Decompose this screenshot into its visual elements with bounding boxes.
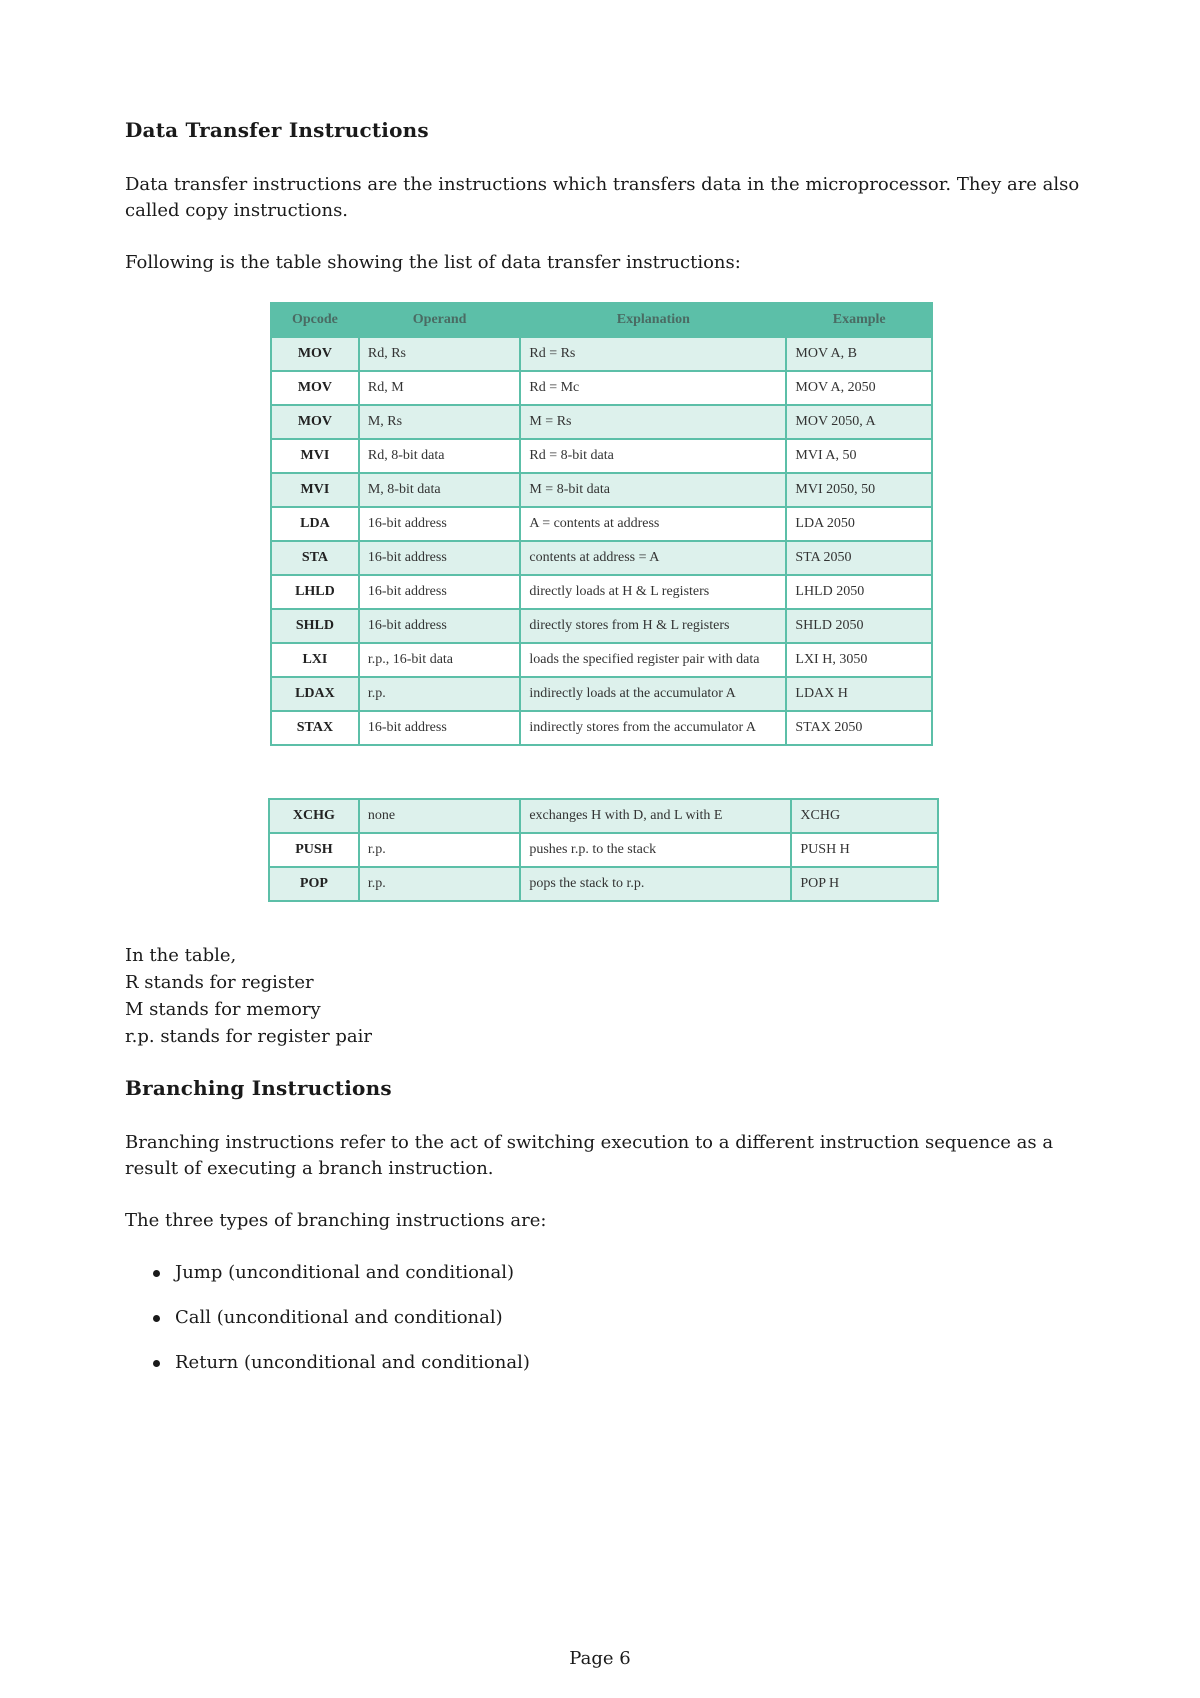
table-row: [271, 439, 932, 473]
cell-example: PUSH H: [791, 833, 938, 867]
cell-example: XCHG: [791, 799, 938, 833]
bullet-icon: [153, 1360, 160, 1367]
legend-item-register-pair: r.p. stands for register pair: [125, 1026, 373, 1047]
cell-operand: M, 8-bit data: [359, 473, 521, 507]
cell-operand: r.p.: [359, 833, 520, 867]
cell-opcode: MOV: [271, 371, 359, 405]
cell-opcode: MOV: [271, 405, 359, 439]
cell-operand: M, Rs: [359, 405, 521, 439]
bullet-icon: [153, 1315, 160, 1322]
cell-explanation: Rd = 8-bit data: [520, 439, 786, 473]
section-title-branching: Branching Instructions: [125, 1076, 392, 1100]
cell-explanation: directly stores from H & L registers: [520, 609, 786, 643]
cell-opcode: LDAX: [271, 677, 359, 711]
table-row: [271, 405, 932, 439]
table-row: [271, 677, 932, 711]
table-row: [271, 507, 932, 541]
cell-operand: Rd, 8-bit data: [359, 439, 521, 473]
cell-explanation: Rd = Rs: [520, 337, 786, 371]
page-number: Page 6: [569, 1648, 631, 1669]
table-row: [271, 541, 932, 575]
cell-opcode: PUSH: [269, 833, 359, 867]
cell-example: SHLD 2050: [786, 609, 932, 643]
cell-operand: 16-bit address: [359, 711, 521, 745]
cell-explanation: pushes r.p. to the stack: [520, 833, 791, 867]
section-title-data-transfer: Data Transfer Instructions: [125, 118, 429, 142]
cell-opcode: MOV: [271, 337, 359, 371]
table-row: [271, 337, 932, 371]
table-row: [271, 575, 932, 609]
data-transfer-table: [270, 302, 933, 746]
table-header-row: [271, 303, 932, 337]
cell-example: LDA 2050: [786, 507, 932, 541]
cell-example: MOV 2050, A: [786, 405, 932, 439]
cell-example: STAX 2050: [786, 711, 932, 745]
cell-explanation: directly loads at H & L registers: [520, 575, 786, 609]
cell-opcode: LHLD: [271, 575, 359, 609]
table-row: [271, 473, 932, 507]
paragraph-table-intro: Following is the table showing the list of data transfer instructions:: [125, 252, 741, 273]
list-item-text: Jump (unconditional and conditional): [175, 1262, 515, 1283]
legend-intro: In the table,: [125, 945, 237, 966]
cell-operand: r.p.: [359, 867, 520, 901]
cell-operand: 16-bit address: [359, 575, 521, 609]
document-page: [125, 118, 1085, 1395]
cell-explanation: A = contents at address: [520, 507, 786, 541]
table-row: [271, 711, 932, 745]
paragraph-branching-intro: Branching instructions refer to the act of switching execution to a different instruction sequence as a result of executing a branch instruction.: [125, 1132, 1054, 1179]
cell-explanation: pops the stack to r.p.: [520, 867, 791, 901]
cell-example: LHLD 2050: [786, 575, 932, 609]
table-row: [269, 799, 938, 833]
legend-item-memory: M stands for memory: [125, 999, 321, 1020]
table-row: [269, 833, 938, 867]
cell-explanation: indirectly loads at the accumulator A: [520, 677, 786, 711]
cell-opcode: LXI: [271, 643, 359, 677]
cell-example: LXI H, 3050: [786, 643, 932, 677]
cell-explanation: exchanges H with D, and L with E: [520, 799, 791, 833]
list-item-text: Return (unconditional and conditional): [175, 1352, 530, 1373]
cell-operand: Rd, Rs: [359, 337, 521, 371]
table-legend: [125, 942, 1085, 1050]
cell-operand: 16-bit address: [359, 541, 521, 575]
cell-explanation: loads the specified register pair with data: [520, 643, 786, 677]
tables-container: [270, 302, 1085, 902]
cell-opcode: LDA: [271, 507, 359, 541]
list-item: [153, 1305, 1085, 1331]
cell-explanation: contents at address = A: [520, 541, 786, 575]
cell-opcode: SHLD: [271, 609, 359, 643]
list-item: [153, 1350, 1085, 1376]
table-row: [271, 609, 932, 643]
cell-example: MOV A, B: [786, 337, 932, 371]
cell-operand: 16-bit address: [359, 507, 521, 541]
header-example: Example: [786, 303, 932, 337]
cell-operand: none: [359, 799, 520, 833]
table-row: [271, 643, 932, 677]
cell-example: MOV A, 2050: [786, 371, 932, 405]
cell-operand: 16-bit address: [359, 609, 521, 643]
legend-item-register: R stands for register: [125, 972, 314, 993]
header-opcode: Opcode: [271, 303, 359, 337]
cell-example: MVI A, 50: [786, 439, 932, 473]
cell-example: POP H: [791, 867, 938, 901]
cell-operand: r.p., 16-bit data: [359, 643, 521, 677]
cell-opcode: MVI: [271, 439, 359, 473]
cell-opcode: POP: [269, 867, 359, 901]
table-row: [269, 867, 938, 901]
header-operand: Operand: [359, 303, 521, 337]
cell-explanation: Rd = Mc: [520, 371, 786, 405]
cell-explanation: indirectly stores from the accumulator A: [520, 711, 786, 745]
cell-operand: Rd, M: [359, 371, 521, 405]
paragraph-branching-types-intro: The three types of branching instructions are:: [125, 1210, 547, 1231]
list-item-text: Call (unconditional and conditional): [175, 1307, 503, 1328]
cell-example: LDAX H: [786, 677, 932, 711]
paragraph-data-transfer-intro: Data transfer instructions are the instructions which transfers data in the microprocessor. They are also called copy instructions.: [125, 174, 1080, 221]
cell-opcode: XCHG: [269, 799, 359, 833]
branching-types-list: [125, 1260, 1085, 1376]
list-item: [153, 1260, 1085, 1286]
cell-opcode: STA: [271, 541, 359, 575]
cell-opcode: STAX: [271, 711, 359, 745]
cell-explanation: M = 8-bit data: [520, 473, 786, 507]
bullet-icon: [153, 1270, 160, 1277]
header-explanation: Explanation: [520, 303, 786, 337]
cell-operand: r.p.: [359, 677, 521, 711]
table-row: [271, 371, 932, 405]
data-transfer-table-continued: [268, 798, 939, 902]
cell-example: STA 2050: [786, 541, 932, 575]
cell-example: MVI 2050, 50: [786, 473, 932, 507]
cell-opcode: MVI: [271, 473, 359, 507]
cell-explanation: M = Rs: [520, 405, 786, 439]
